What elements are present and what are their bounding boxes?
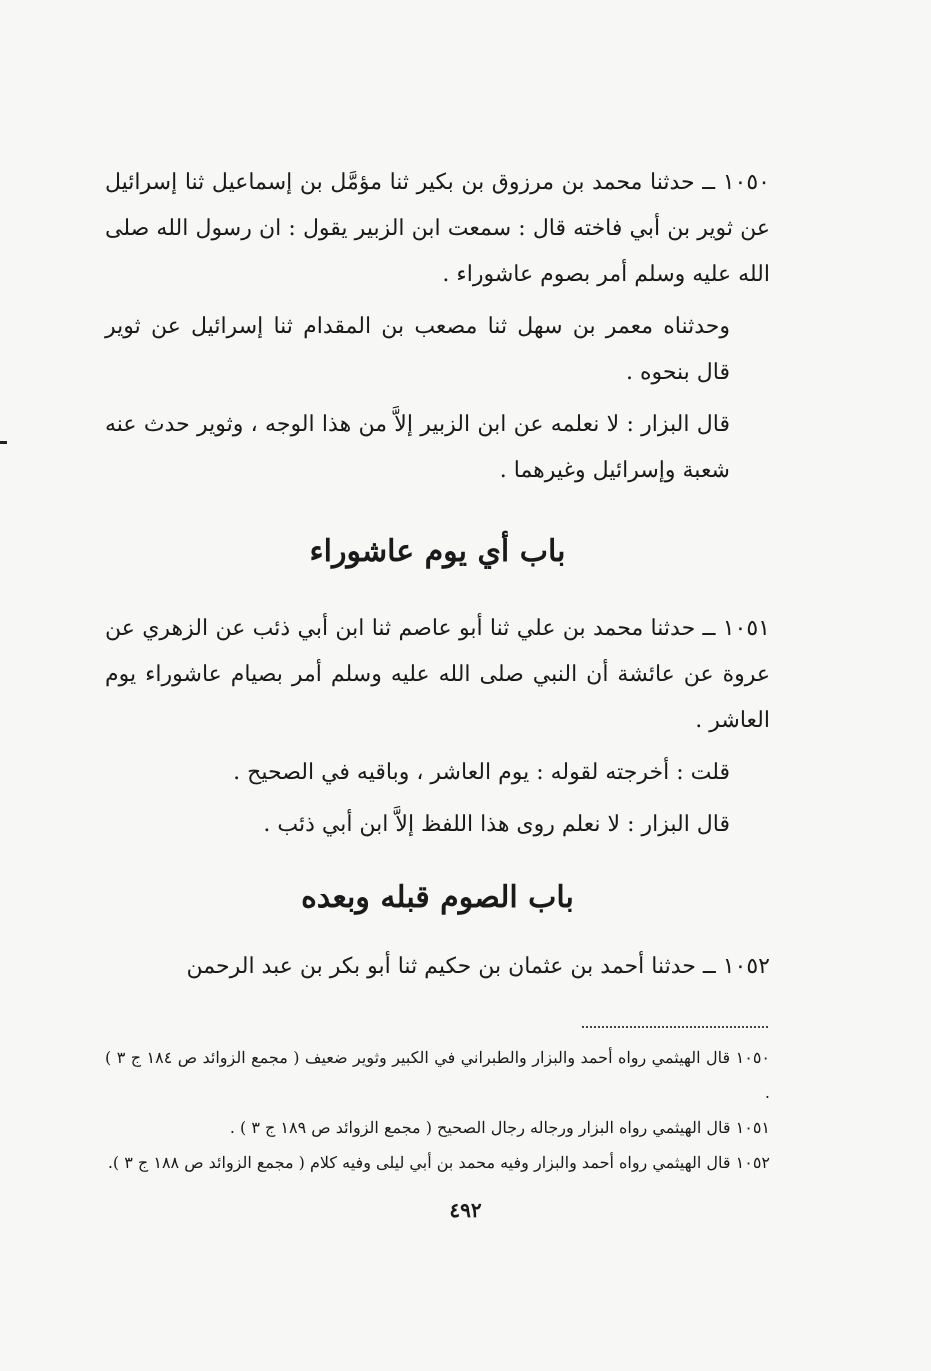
hadith-1050-bazzar-comment: قال البزار : لا نعلمه عن ابن الزبير إلاَّ من هذا الوجه ، وثوير حدث عنه شعبة وإسرائيل وغيرهما .	[105, 412, 730, 483]
chapter-heading-ashura-day: باب أي يوم عاشوراء	[309, 534, 566, 569]
hadith-1051-note: قلت : أخرجته لقوله : يوم العاشر ، وباقيه في الصحيح .	[233, 760, 730, 785]
hadith-1052-text: ١٠٥٢ ــ حدثنا أحمد بن عثمان بن حكيم ثنا أبو بكر بن عبد الرحمن	[186, 954, 770, 979]
page-edge-mark	[0, 441, 7, 444]
footnote-1050: ١٠٥٠ قال الهيثمي رواه أحمد والبزار والطبراني في الكبير وثوير ضعيف ( مجمع الزوائد ص ١٨٤ ج ٣ ) .	[105, 1048, 771, 1102]
hadith-1051-text: ١٠٥١ ــ حدثنا محمد بن علي ثنا أبو عاصم ثنا ابن أبي ذئب عن الزهري عن عروة عن عائشة أن النبي صلى الله عليه وسلم أمر بصيام عاشوراء يوم العاشر .	[105, 616, 770, 733]
hadith-1051-bazzar-comment: قال البزار : لا نعلم روى هذا اللفظ إلاَّ ابن أبي ذئب .	[263, 812, 730, 837]
main-text	[105, 160, 770, 996]
page-number: ٤٩٢	[449, 1198, 482, 1222]
footnote-separator	[582, 1026, 768, 1028]
footnotes	[105, 1040, 770, 1180]
hadith-1050-text: ١٠٥٠ ــ حدثنا محمد بن مرزوق بن بكير ثنا مؤمَّل بن إسماعيل ثنا إسرائيل عن ثوير بن أبي فاخته قال : سمعت ابن الزبير يقول : ان رسول الله صلى الله عليه وسلم أمر بصوم عاشوراء .	[105, 170, 770, 287]
hadith-1050-second-chain: وحدثناه معمر بن سهل ثنا مصعب بن المقدام ثنا إسرائيل عن ثوير قال بنحوه .	[105, 314, 730, 385]
chapter-heading-fasting-before-after: باب الصوم قبله وبعده	[301, 880, 574, 915]
footnote-1052: ١٠٥٢ قال الهيثمي رواه أحمد والبزار وفيه محمد بن أبي ليلى وفيه كلام ( مجمع الزوائد ص ١٨٨ ج ٣ ).	[107, 1153, 770, 1172]
footnote-1051: ١٠٥١ قال الهيثمي رواه البزار ورجاله رجال الصحيح ( مجمع الزوائد ص ١٨٩ ج ٣ ) .	[229, 1118, 770, 1137]
